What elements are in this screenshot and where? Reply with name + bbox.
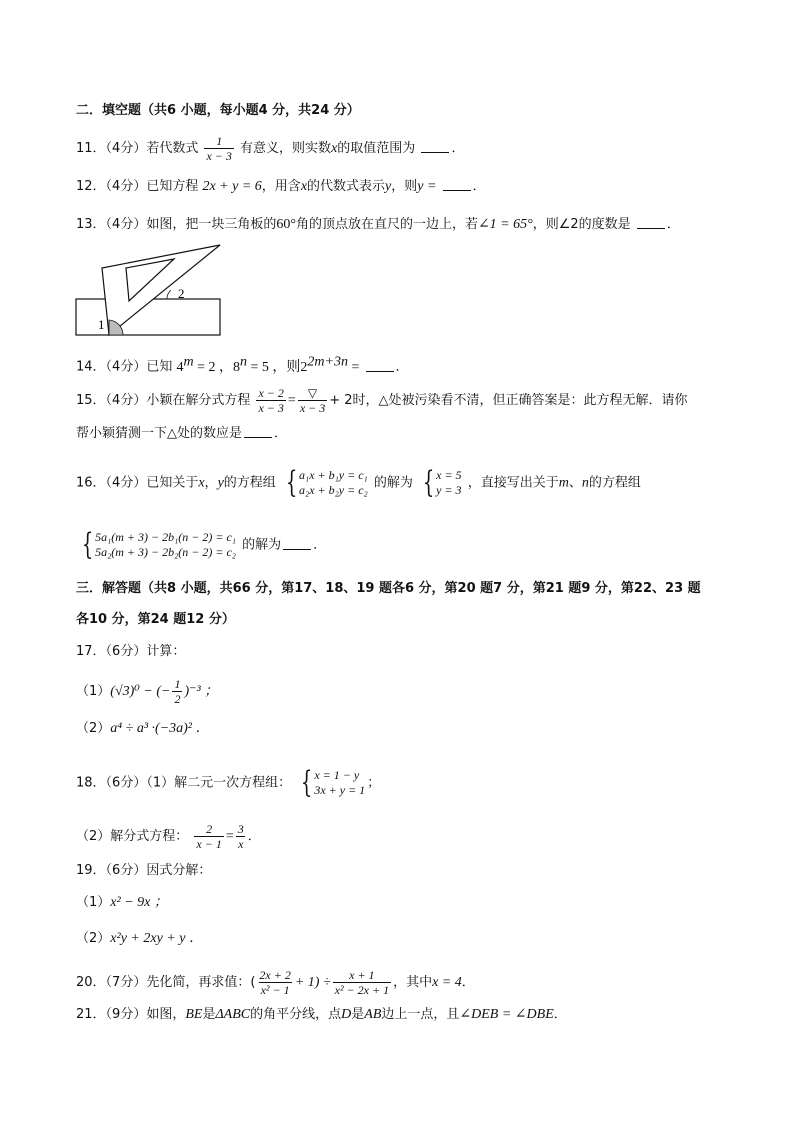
q21-d: D xyxy=(341,1007,352,1022)
q15-eq: = xyxy=(287,393,296,408)
q16-m: m xyxy=(558,475,569,491)
label-1: 1 xyxy=(98,317,105,332)
q18-semi: ； xyxy=(367,775,381,791)
q20-fraction-1: $\frac{2x + 2}{\text{x² − 1}}$ xyxy=(259,968,291,997)
question-20 xyxy=(76,968,475,997)
q13-mid: 角的顶点放在直尺的一边上，若 xyxy=(295,217,478,232)
q18-title: 18．（6分）（1）解二元一次方程组： xyxy=(76,775,292,791)
q13-deg: 60° xyxy=(276,217,296,232)
q16-prefix: 16．（4分）已知关于 xyxy=(76,475,199,491)
q15-line2-text: 帮小颖猜测一下△处的数应是 xyxy=(76,426,242,441)
question-17-part2 xyxy=(76,720,210,738)
q16-mid: 的方程组 xyxy=(223,475,276,491)
q16-tail: ，直接写出关于 xyxy=(467,475,559,491)
question-16-line2 xyxy=(76,527,327,562)
section-2-heading: 二．填空题（共6 小题，每小题4 分，共24 分） xyxy=(76,103,360,118)
q15-prefix: 15．（4分）小颖在解分式方程 xyxy=(76,393,251,408)
q15-fraction-2: $\frac{▽}{x - 3}$ xyxy=(299,386,326,415)
q12-prefix: 12．（4分）已知方程 xyxy=(76,179,199,194)
question-15 xyxy=(76,386,688,415)
q14-end: ． xyxy=(395,359,409,375)
question-14 xyxy=(76,353,409,377)
q20-plus: + 1) ÷ xyxy=(294,975,331,990)
q19-p2-expr: x²y + 2xy + y ． xyxy=(110,931,203,946)
q21-mid2: 的角平分线，点 xyxy=(250,1007,342,1022)
q11-answer-blank xyxy=(421,140,449,153)
section-3-heading-line2: 各10 分，第24 题12 分） xyxy=(76,612,235,627)
q18-end: ． xyxy=(247,829,261,844)
q20-end: ． xyxy=(461,975,475,990)
section-3-heading: 三．解答题（共8 小题，共66 分，第17、18、19 题各6 分，第20 题7 分，第21 题9 分，第22、23 题 xyxy=(76,581,701,596)
q16-tail3: 的解为 xyxy=(242,537,282,553)
q20-tail: ，其中 xyxy=(393,975,433,990)
q12-mid3: ，则 xyxy=(391,179,418,194)
q15-tail: + 2时，△处被污染看不清，但正确答案是：此方程无解．请你 xyxy=(329,393,688,408)
q11-fraction: $\frac{1}{x - 3}$ xyxy=(206,134,232,163)
q21-prefix: 21．（9分）如图， xyxy=(76,1007,186,1022)
q14-expr: $4^m = 2$ ，$8^n = 5$ ，则$2^{2m+3n}$ = xyxy=(176,354,360,375)
q11-var: x xyxy=(331,141,338,156)
question-16 xyxy=(76,465,641,500)
q17-p1-fraction: $\frac{1}{2}$ xyxy=(174,677,181,706)
q12-mid2: 的代数式表示 xyxy=(307,179,386,194)
q21-abc: ΔABC xyxy=(215,1007,251,1022)
q12-var: x xyxy=(300,179,308,194)
question-19: 19．（6分）因式分解： xyxy=(76,863,212,878)
question-21 xyxy=(76,1006,567,1024)
question-18 xyxy=(76,765,381,800)
q13-prefix: 13．（4分）如图，把一块三角板的 xyxy=(76,217,277,232)
label-2: 2 xyxy=(178,286,185,301)
q18-fraction-2: $\frac{3}{x}$ xyxy=(237,822,244,851)
q21-mid3: 是 xyxy=(351,1007,365,1022)
q12-equation: 2x + y = 6 xyxy=(202,179,262,194)
q12-mid: ，用含 xyxy=(261,179,301,194)
q17-p2-expr: a⁴ ÷ a³ ·(−3a)² ． xyxy=(110,721,210,736)
q21-mid4: 边上一点，且 xyxy=(381,1007,460,1022)
q20-prefix: 20．（7分）先化简，再求值：( xyxy=(76,975,256,990)
q16-mid2: 的解为 xyxy=(373,475,413,491)
question-17-part1 xyxy=(76,677,218,706)
question-17: 17．（6分）计算： xyxy=(76,644,186,659)
q13-end: ． xyxy=(666,217,680,232)
q16-sep: 、 xyxy=(568,475,582,491)
q20-fraction-2: $\frac{x + 1}{\text{x² − 2x + 1}}$ xyxy=(334,968,390,997)
q15-end: ． xyxy=(274,426,288,441)
q21-angle: ∠DEB = ∠DBE xyxy=(459,1007,554,1022)
q18-system: { x = 1 − y 3x + y = 1 xyxy=(301,765,366,800)
set-square xyxy=(102,245,220,335)
q16-end: ． xyxy=(313,537,327,553)
q17-p1-expr: (√3)⁰ − (− xyxy=(110,684,171,699)
q16-solution: { x = 5 y = 3 xyxy=(422,465,462,500)
q18-fraction-1: $\frac{2}{x - 1}$ xyxy=(196,822,222,851)
question-13 xyxy=(76,216,680,234)
question-12 xyxy=(76,178,486,196)
q16-tail2: 的方程组 xyxy=(588,475,641,491)
q19-p1-label: （1） xyxy=(76,895,111,910)
q19-p1-expr: x² − 9x ； xyxy=(110,895,168,910)
q17-p2-label: （2） xyxy=(76,721,111,736)
question-18-part2 xyxy=(76,822,261,851)
q16-system-1: { a₁x + b₁y = c₁ a₂x + b₂y = c₂ xyxy=(285,465,368,500)
q11-tail: 的取值范围为 xyxy=(337,141,416,156)
q12-y2: y = xyxy=(417,179,437,194)
q13-angle: ∠1 = 65° xyxy=(477,217,533,232)
q11-mid: 有意义，则实数 xyxy=(240,141,332,156)
q17-p1-end: )⁻³ ； xyxy=(184,684,219,699)
question-15-line2 xyxy=(76,425,287,443)
q21-ab: AB xyxy=(364,1007,382,1022)
q13-figure-ruler-triangle xyxy=(74,238,224,338)
q12-end: ． xyxy=(472,179,486,194)
q16-answer-blank xyxy=(283,537,311,550)
q16-y: y xyxy=(217,475,224,491)
q16-comma: ， xyxy=(204,475,218,491)
q11-prefix: 11．（4分）若代数式 xyxy=(76,141,199,156)
q16-n: n xyxy=(581,475,589,491)
q21-mid: 是 xyxy=(202,1007,216,1022)
q12-answer-blank xyxy=(443,178,471,191)
q15-fraction-1: $\frac{x - 2}{x - 3}$ xyxy=(258,386,284,415)
q14-answer-blank xyxy=(366,359,394,372)
q13-mid2: ，则∠2的度数是 xyxy=(532,217,631,232)
q17-p1-label: （1） xyxy=(76,684,111,699)
question-19-part2 xyxy=(76,930,203,948)
q16-x: x xyxy=(198,475,205,491)
q21-be: BE xyxy=(185,1007,203,1022)
angle-2-mark xyxy=(167,290,171,299)
question-19-part1 xyxy=(76,894,168,912)
q13-answer-blank xyxy=(637,216,665,229)
q12-y: y xyxy=(385,179,392,194)
q11-end: ． xyxy=(451,141,465,156)
q20-cond: x = 4 xyxy=(432,975,462,990)
q18-p2-label: （2）解分式方程： xyxy=(76,829,189,844)
q15-answer-blank xyxy=(244,425,272,438)
q18-eq: = xyxy=(225,829,234,844)
question-11 xyxy=(76,134,464,163)
q19-p2-label: （2） xyxy=(76,931,111,946)
q16-system-2: { 5a₁(m + 3) − 2b₁(n − 2) = c₁ 5a₂(m + 3) − 2b₂(n − 2) = c₂ xyxy=(81,527,236,562)
q14-prefix: 14．（4分）已知 xyxy=(76,359,173,375)
q21-end: ． xyxy=(553,1007,567,1022)
